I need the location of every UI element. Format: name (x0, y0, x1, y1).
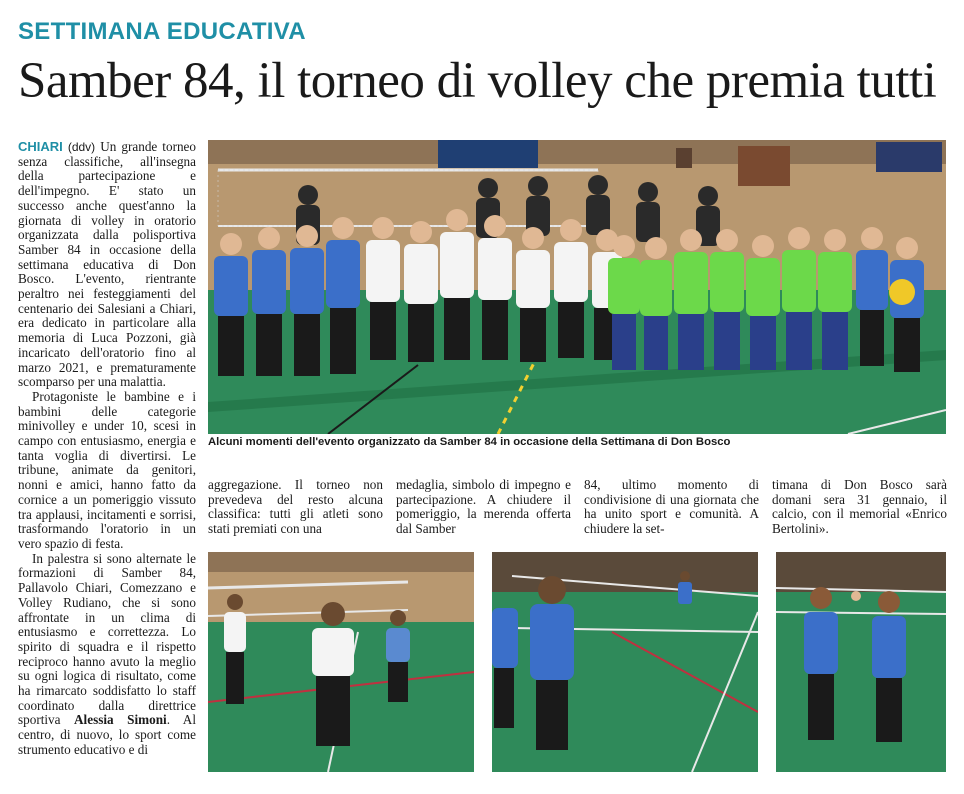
person-name: Alessia Simoni (74, 712, 167, 728)
paragraph-1 (18, 140, 196, 390)
section-kicker: SETTIMANA EDUCATIVA (18, 18, 306, 45)
text-column-4 (584, 478, 759, 537)
paragraph-1-text: Un grande torneo senza classifiche, all'insegna della partecipazione e dell'impegno. E' stato un successo anche quest'anno la giornata di volley in oratorio organizzata dalla polisportiva Samber 84 in occasione della settimana educativa di Don Bosco. L'evento, rientrante peraltro nei festeggiamenti del centenario dei Salesiani a Chiari, era dedicato in particolare alla memoria di Luca Pozzoni, già incaricato dell'oratorio fino al marzo 2021, e prematuramente scomparso per una malattia. (18, 139, 196, 390)
players-photo-illustration (492, 552, 758, 772)
paragraph-3-text: In palestra si sono alternate le formazioni di Samber 84, Pallavolo Chiari, Comezzano e Volley Rudiano, che si sono affrontate in un clima di entusiasmo e correttezza. Lo spirito di squadra e il rispetto reciproco hanno avuto la meglio su ogni logica di risultato, come ha rimarcato soddisfatto lo staff coordinato dalla direttrice sportiva (18, 550, 196, 728)
column-3-text: medaglia, simbolo di impegno e partecipazione. A chiudere il pomeriggio, la merenda offerta dal Samber (396, 477, 571, 537)
text-column-5 (772, 478, 947, 537)
text-column-3 (396, 478, 571, 537)
highfive-photo-illustration (776, 552, 946, 772)
photo-high-five (776, 552, 946, 772)
column-5-text: timana di Don Bosco sarà domani sera 31 gennaio, il calcio, con il memorial «Enrico Bertolini». (772, 477, 947, 537)
dateline-tag: (ddv) (67, 140, 96, 154)
dateline-place: CHIARI (18, 139, 63, 154)
photo-match-court (208, 552, 474, 772)
group-photo-illustration (208, 140, 946, 434)
paragraph-3 (18, 552, 196, 758)
column-4-text: 84, ultimo momento di condivisione di una giornata che ha unito sport e comunità. A chiudere la set- (584, 477, 759, 537)
text-column-left (18, 140, 196, 758)
match-photo-illustration (208, 552, 474, 772)
photo-players-blue (492, 552, 758, 772)
text-column-2 (208, 478, 383, 537)
photo-team-group (208, 140, 946, 434)
paragraph-3-end: . Al centro, di nuovo, lo sport come strumento educativo e di (18, 712, 196, 757)
photo-caption: Alcuni momenti dell'evento organizzato da Samber 84 in occasione della Settimana di Don Bosco (208, 436, 731, 448)
headline: Samber 84, il torneo di volley che premia tutti (18, 53, 937, 109)
paragraph-2: Protagoniste le bambine e i bambini delle categorie minivolley e under 10, scesi in campo con entusiasmo, energia e tanta voglia di divertirsi. Le tribune, animate da genitori, nonni e amici, hanno fatto da cornice a un pomeriggio vissuto tra applausi, incitamenti e sorrisi, trasformando l'oratorio in un vero spazio di festa. (18, 388, 196, 551)
column-2-text: aggregazione. Il torneo non prevedeva del resto alcuna classifica: tutti gli atleti sono stati premiati con una (208, 477, 383, 537)
